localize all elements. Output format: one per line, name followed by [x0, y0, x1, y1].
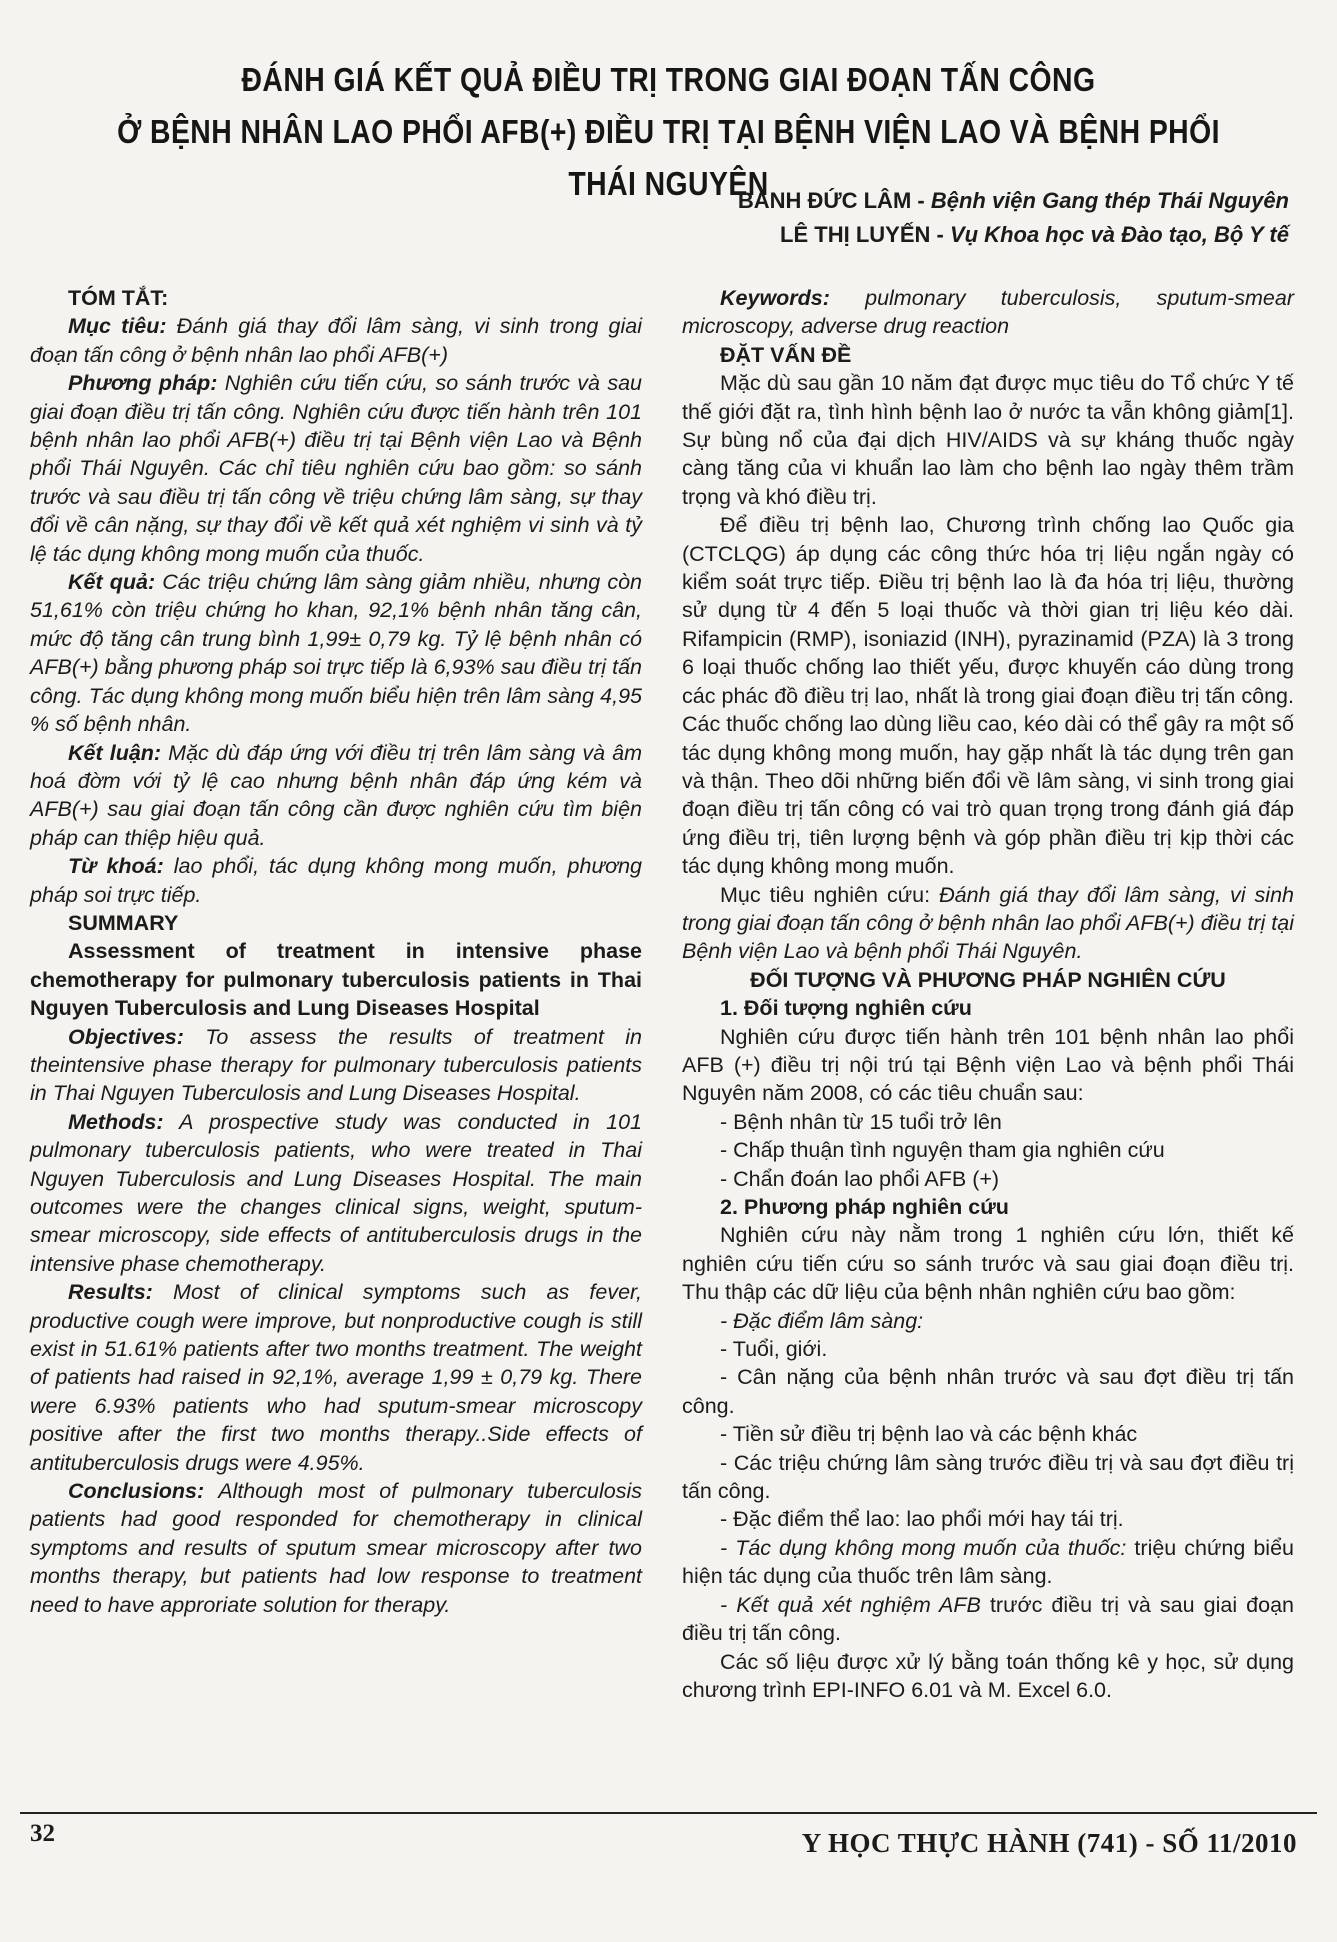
ketqua-paragraph [30, 568, 642, 738]
left-column [30, 284, 642, 1619]
data-item-8-text: trước điều trị và sau giai đoạn điều trị tấn công. [682, 1592, 1294, 1646]
criteria-item-2: - Chấp thuận tình nguyện tham gia nghiên cứu [720, 1138, 1165, 1163]
footer-rule [20, 1812, 1317, 1814]
author-1-sep: - [911, 188, 931, 213]
muctieu-paragraph [30, 312, 642, 369]
data-item-7-text: triệu chứng biểu hiện tác dụng của thuốc trên lâm sàng. [682, 1535, 1294, 1589]
keywords-label: Keywords: [720, 286, 830, 310]
author-1-affiliation: Bệnh viện Gang thép Thái Nguyên [930, 188, 1289, 213]
subjects-paragraph: Nghiên cứu được tiến hành trên 101 bệnh nhân lao phổi AFB (+) điều trị nội trú tại Bệnh viện Lao và bệnh phổi Thái Nguyên năm 2008, có các tiêu chuẩn sau: [682, 1024, 1294, 1106]
intro-paragraph-2: Để điều trị bệnh lao, Chương trình chống lao Quốc gia (CTCLQG) áp dụng các công thức hóa trị liệu ngắn ngày có kiểm soát trực tiếp. Điều trị bệnh lao là đa hóa trị liệu, thường sử dụng từ 4 đến 5 loại thuốc và thời gian trị liệu kéo dài. Rifampicin (RMP), isoniazid (INH), pyrazinamid (PZA) là 3 trong 6 loại thuốc chống lao thiết yếu, được khuyến cáo dùng trong các phác đồ điều trị lao, nhất là trong giai đoạn điều trị tấn công. Các thuốc chống lao dùng liều cao, kéo dài có thể gây ra một số tác dụng không mong muốn, hay gặp nhất là tác dụng trên gan và thận. Theo dõi những biến đổi về lâm sàng, vi sinh trong giai đoạn điều trị tấn công có vai trò quan trọng trong đánh giá đáp ứng điều trị, tiên lượng bệnh và góp phần điều trị kịp thời các tác dụng không mong muốn. [682, 513, 1294, 879]
tukhoa-label: Từ khoá: [68, 854, 164, 879]
conclusions-label: Conclusions: [68, 1479, 205, 1504]
ketqua-text: Các triệu chứng lâm sàng giảm nhiều, nhưng còn 51,61% còn triệu chứng ho khan, 92,1% bệnh nhân tăng cân, mức độ tăng cân trung bình 1,99± 0,79 kg. Tỷ lệ bệnh nhân có AFB(+) bằng phương pháp soi trực tiếp là 6,93% sau điều trị tấn công. Tác dụng không mong muốn biểu hiện trên lâm sàng 4,95 % số bệnh nhân. [30, 570, 642, 737]
phuongphap-text: Nghiên cứu tiến cứu, so sánh trước và sau giai đoạn điều trị tấn công. Nghiên cứu được tiến hành trên 101 bệnh nhân lao phổi AFB(+) điều trị tại Bệnh viện Lao và Bệnh phổi Thái Nguyên. Các chỉ tiêu nghiên cứu bao gồm: so sánh trước và sau điều trị tấn công về triệu chứng lâm sàng, sự thay đổi về cân nặng, sự thay đổi về kết quả xét nghiệm vi sinh và tỷ lệ tác dụng không mong muốn của thuốc. [30, 371, 643, 566]
data-item-3: - Cân nặng của bệnh nhân trước và sau đợt điều trị tấn công. [682, 1365, 1294, 1418]
data-item-8 [682, 1591, 1294, 1648]
title-line-1: ĐÁNH GIÁ KẾT QUẢ ĐIỀU TRỊ TRONG GIAI ĐOẠN TẤN CÔNG [241, 61, 1096, 98]
ketluan-paragraph [30, 739, 642, 853]
data-item-1: - Đặc điểm lâm sàng: [720, 1308, 924, 1333]
subheading-2: 2. Phương pháp nghiên cứu [720, 1195, 1009, 1219]
title-line-2: Ở BỆNH NHÂN LAO PHỔI AFB(+) ĐIỀU TRỊ TẠI BỆNH VIỆN LAO VÀ BỆNH PHỔI THÁI NGUYÊN [117, 113, 1220, 202]
ketluan-text: Mặc dù đáp ứng với điều trị trên lâm sàng và âm hoá đờm với tỷ lệ cao nhưng bệnh nhân đáp ứng kém và AFB(+) sau giai đoạn tấn công cần được nghiên cứu tìm biện pháp can thiệp hiệu quả. [30, 740, 642, 850]
authors-block [738, 184, 1289, 252]
keywords-text: pulmonary tuberculosis, sputum-smear microscopy, adverse drug reaction [682, 286, 1294, 339]
criteria-item-1: - Bệnh nhân từ 15 tuổi trở lên [720, 1109, 1002, 1134]
results-label: Results: [68, 1280, 153, 1305]
ketqua-label: Kết quả: [68, 570, 156, 595]
objectives-label: Objectives: [68, 1024, 184, 1049]
data-item-7 [682, 1534, 1294, 1591]
muctieu-text: Đánh giá thay đổi lâm sàng, vi sinh trong giai đoạn tấn công ở bệnh nhân lao phổi AFB(+) [30, 314, 642, 367]
ketluan-label: Kết luận: [68, 740, 162, 765]
data-item-5: - Các triệu chứng lâm sàng trước điều trị và sau đợt điều trị tấn công. [682, 1450, 1294, 1504]
tukhoa-text: lao phổi, tác dụng không mong muốn, phương pháp soi trực tiếp. [30, 854, 642, 907]
author-2-sep: - [930, 222, 950, 247]
summary-title: Assessment of treatment in intensive phase chemotherapy for pulmonary tuberculosis patients in Thai Nguyen Tuberculosis and Lung Diseases Hospital [30, 939, 642, 1021]
author-2-affiliation: Vụ Khoa học và Đào tạo, Bộ Y tế [949, 222, 1289, 247]
data-item-2: - Tuổi, giới. [720, 1337, 828, 1362]
methods-text: A prospective study was conducted in 101 pulmonary tuberculosis patients, who were treated in Thai Nguyen Tuberculosis and Lung Diseases Hospital. The main outcomes were the changes clinical signs, weight, sputum-smear microscopy, side effects of antituberculosis drugs in the intensive phase chemotherapy. [30, 1109, 642, 1276]
right-column [682, 284, 1294, 1704]
methods-paragraph [30, 1108, 642, 1278]
doituong-heading: ĐỐI TƯỢNG VÀ PHƯƠNG PHÁP NGHIÊN CỨU [750, 967, 1226, 992]
methods-label: Methods: [68, 1109, 164, 1134]
data-item-7-label: - Tác dụng không mong muốn của thuốc: [720, 1535, 1127, 1560]
author-2 [738, 218, 1289, 252]
objectives-text: To assess the results of treatment in theintensive phase therapy for pulmonary tuberculosis patients in Thai Nguyen Tuberculosis and Lung Diseases Hospital. [30, 1024, 642, 1106]
summary-heading: SUMMARY [68, 910, 179, 935]
keywords-paragraph [682, 284, 1294, 341]
page-number: 32 [30, 1820, 55, 1847]
tomtat-heading: TÓM TẮT: [68, 286, 169, 310]
methods-paragraph-vn: Nghiên cứu này nằm trong 1 nghiên cứu lớn, thiết kế nghiên cứu tiến cứu so sánh trước và sau giai đoạn điều trị. Thu thập các dữ liệu của bệnh nhân nghiên cứu bao gồm: [682, 1223, 1294, 1305]
data-item-4: - Tiền sử điều trị bệnh lao và các bệnh khác [720, 1422, 1138, 1447]
data-item-6: - Đặc điểm thể lao: lao phổi mới hay tái trị. [720, 1507, 1124, 1532]
objective-text: Đánh giá thay đổi lâm sàng, vi sinh trong giai đoạn tấn công ở bệnh nhân lao phổi AFB(+) điều trị tại Bệnh viện Lao và bệnh phổi Thái Nguyên. [682, 882, 1295, 964]
author-1 [738, 184, 1289, 218]
subheading-1: 1. Đối tượng nghiên cứu [720, 996, 972, 1021]
conclusions-paragraph [30, 1477, 642, 1619]
journal-footer: Y HỌC THỰC HÀNH (741) - SỐ 11/2010 [801, 1828, 1297, 1858]
muctieu-label: Mục tiêu: [68, 314, 167, 339]
results-text: Most of clinical symptoms such as fever, productive cough were improve, but nonproductive cough is still exist in 51.61% patients after two months treatment. The weight of patients had raised in 92,1%, average 1,99 ± 0,79 kg. There were 6.93% patients who had sputum-smear microscopy positive after the first two months therapy..Side effects of antituberculosis drugs were 4.95%. [30, 1280, 642, 1475]
intro-paragraph-1: Mặc dù sau gần 10 năm đạt được mục tiêu do Tổ chức Y tế thế giới đặt ra, tình hình bệnh lao ở nước ta vẫn không giảm[1]. Sự bùng nổ của đại dịch HIV/AIDS và sự kháng thuốc ngày càng tăng của vi khuẩn lao làm cho bệnh lao ngày thêm trầm trọng và khó điều trị. [682, 371, 1294, 509]
phuongphap-paragraph [30, 369, 642, 568]
data-item-8-label: - Kết quả xét nghiệm AFB [720, 1592, 981, 1617]
tukhoa-paragraph [30, 852, 642, 909]
results-paragraph [30, 1278, 642, 1477]
author-2-name: LÊ THỊ LUYẾN [780, 222, 931, 247]
objective-label: Mục tiêu nghiên cứu: [720, 882, 940, 907]
objective-paragraph [682, 881, 1294, 966]
criteria-item-3: - Chẩn đoán lao phổi AFB (+) [720, 1166, 1000, 1191]
phuongphap-label: Phương pháp: [68, 371, 218, 396]
statistics-paragraph: Các số liệu được xử lý bằng toán thống kê y học, sử dụng chương trình EPI-INFO 6.01 và M. Excel 6.0. [682, 1649, 1294, 1702]
datvande-heading: ĐẶT VẤN ĐỀ [720, 342, 852, 367]
objectives-paragraph [30, 1023, 642, 1108]
author-1-name: BÀNH ĐỨC LÂM [737, 188, 912, 213]
conclusions-text: Although most of pulmonary tuberculosis patients had good responded for chemotherapy in clinical symptoms and results of sputum smear microscopy after two months therapy, but patients had low response to treatment need to have approriate solution for therapy. [30, 1479, 642, 1617]
